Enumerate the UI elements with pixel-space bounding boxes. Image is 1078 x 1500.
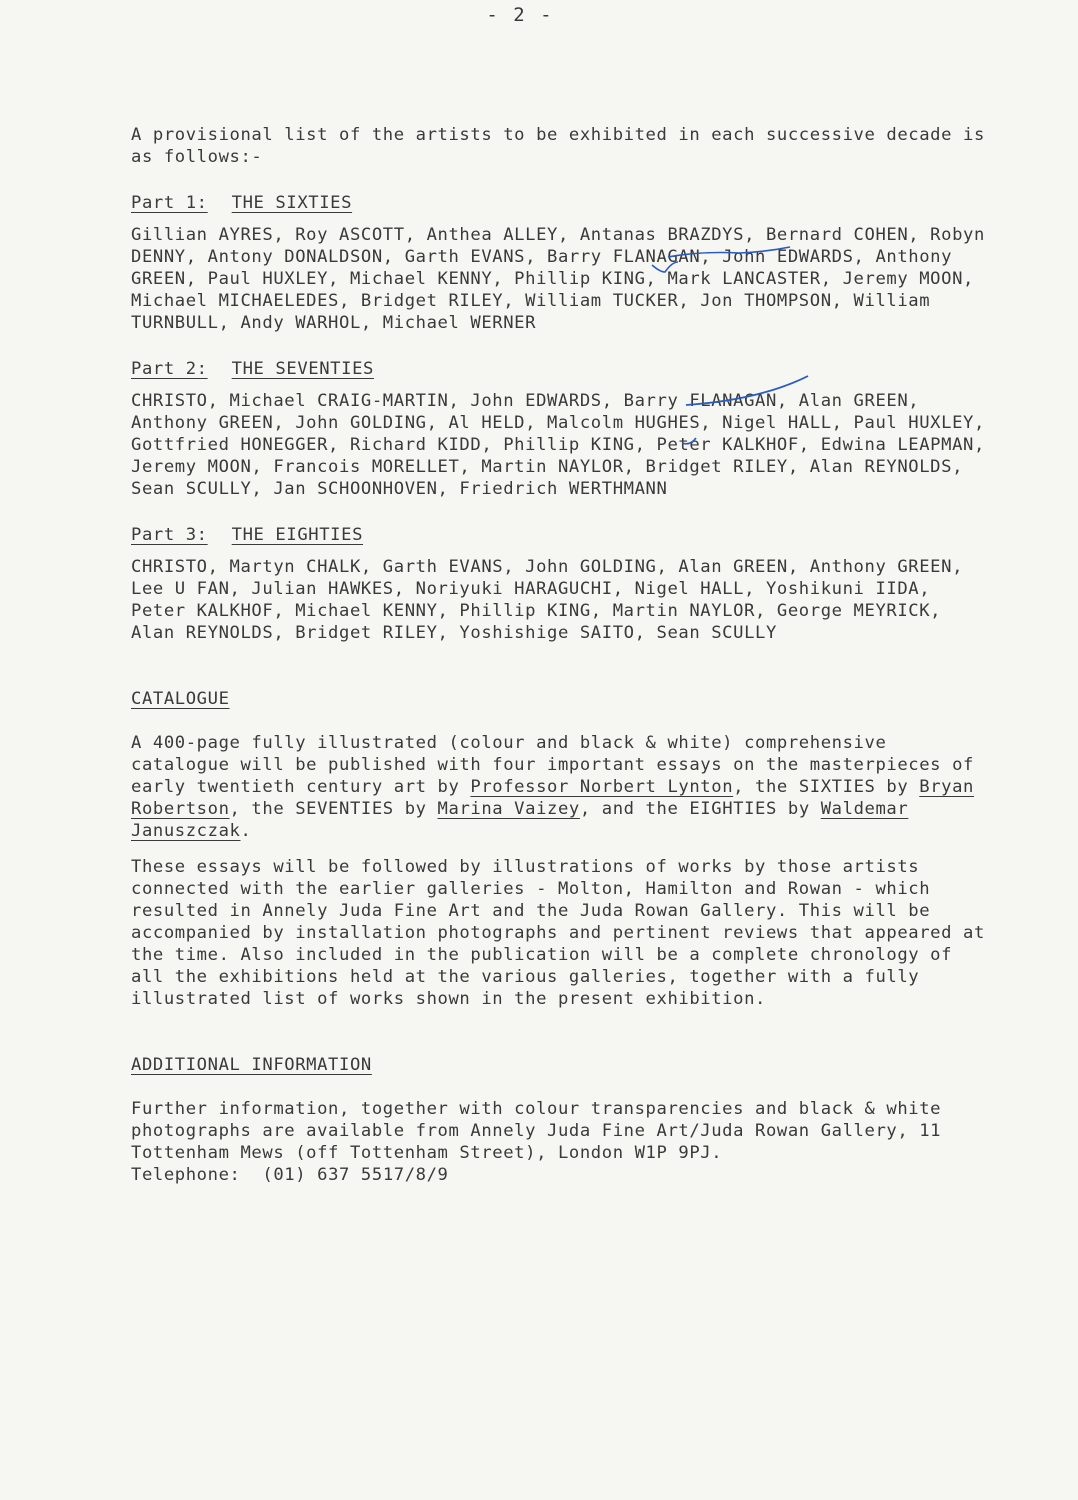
document-body	[131, 124, 991, 1186]
catalogue-text: .	[240, 821, 252, 841]
part-3-heading	[131, 524, 991, 546]
part-2-title: THE SEVENTIES	[231, 359, 374, 379]
part-1-title: THE SIXTIES	[231, 193, 353, 213]
part-2-artists: CHRISTO, Michael CRAIG-MARTIN, John EDWARDS, Barry FLANAGAN, Alan GREEN, Anthony GREEN, John GOLDING, Al HELD, Malcolm HUGHES, Nigel HALL, Paul HUXLEY, Gottfried HONEGGER, Richard KIDD, Phillip KING, Peter KALKHOF, Edwina LEAPMAN, Jeremy MOON, Francois MORELLET, Martin NAYLOR, Bridget RILEY, Alan REYNOLDS, Sean SCULLY, Jan SCHOONHOVEN, Friedrich WERTHMANN	[131, 391, 985, 499]
intro-paragraph: A provisional list of the artists to be exhibited in each successive decade is as follows:-	[131, 125, 985, 167]
additional-info-heading-text: ADDITIONAL INFORMATION	[131, 1055, 372, 1075]
additional-info-heading	[131, 1054, 991, 1076]
part-3-section	[131, 524, 991, 644]
telephone-label: Telephone:	[131, 1165, 241, 1185]
part-2-label: Part 2:	[131, 359, 208, 379]
essay-author-lynton: Professor Norbert Lynton	[470, 777, 734, 797]
telephone-line	[131, 1164, 991, 1186]
essay-author-januszczak: Waldemar Januszczak	[131, 799, 909, 841]
telephone-number: (01) 637 5517/8/9	[262, 1165, 449, 1185]
catalogue-heading-text: CATALOGUE	[131, 689, 230, 709]
part-1-section	[131, 192, 991, 334]
catalogue-text: A 400-page fully illustrated (colour and black & white) comprehensive catalogue will be published with four important essays on the masterpieces of early twentieth century art by	[131, 733, 974, 797]
page-number: - 2 -	[486, 4, 554, 26]
part-2-heading	[131, 358, 991, 380]
essay-author-robertson: Bryan Robertson	[131, 777, 975, 819]
part-3-title: THE EIGHTIES	[231, 525, 364, 545]
part-3-label: Part 3:	[131, 525, 208, 545]
catalogue-text: , and the EIGHTIES by	[579, 799, 821, 819]
essay-author-vaizey: Marina Vaizey	[437, 799, 580, 819]
part-1-label: Part 1:	[131, 193, 208, 213]
part-3-artists: CHRISTO, Martyn CHALK, Garth EVANS, John GOLDING, Alan GREEN, Anthony GREEN, Lee U FAN, Julian HAWKES, Noriyuki HARAGUCHI, Nigel HALL, Yoshikuni IIDA, Peter KALKHOF, Michael KENNY, Phillip KING, Martin NAYLOR, George MEYRICK, Alan REYNOLDS, Bridget RILEY, Yoshishige SAITO, Sean SCULLY	[131, 557, 964, 643]
catalogue-text: , the SIXTIES by	[733, 777, 920, 797]
catalogue-text: , the SEVENTIES by	[229, 799, 438, 819]
additional-info-body: Further information, together with colour transparencies and black & white photographs are available from Annely Juda Fine Art/Juda Rowan Gallery, 11 Tottenham Mews (off Tottenham Street), London W1P 9PJ.	[131, 1099, 942, 1163]
catalogue-heading	[131, 688, 991, 710]
part-1-heading	[131, 192, 991, 214]
catalogue-paragraph-2: These essays will be followed by illustrations of works by those artists connected with the earlier galleries - Molton, Hamilton and Rowan - which resulted in Annely Juda Fine Art and the Juda Rowan Gallery. This will be accompanied by installation photographs and pertinent reviews that appeared at the time. Also included in the publication will be a complete chronology of all the exhibitions held at the various galleries, together with a fully illustrated list of works shown in the present exhibition.	[131, 857, 985, 1009]
part-2-section	[131, 358, 991, 500]
catalogue-paragraph-1	[131, 732, 991, 842]
part-1-artists: Gillian AYRES, Roy ASCOTT, Anthea ALLEY, Antanas BRAZDYS, Bernard COHEN, Robyn DENNY, Antony DONALDSON, Garth EVANS, Barry FLANAGAN, John EDWARDS, Anthony GREEN, Paul HUXLEY, Michael KENNY, Phillip KING, Mark LANCASTER, Jeremy MOON, Michael MICHAELEDES, Bridget RILEY, William TUCKER, Jon THOMPSON, William TURNBULL, Andy WARHOL, Michael WERNER	[131, 225, 985, 333]
